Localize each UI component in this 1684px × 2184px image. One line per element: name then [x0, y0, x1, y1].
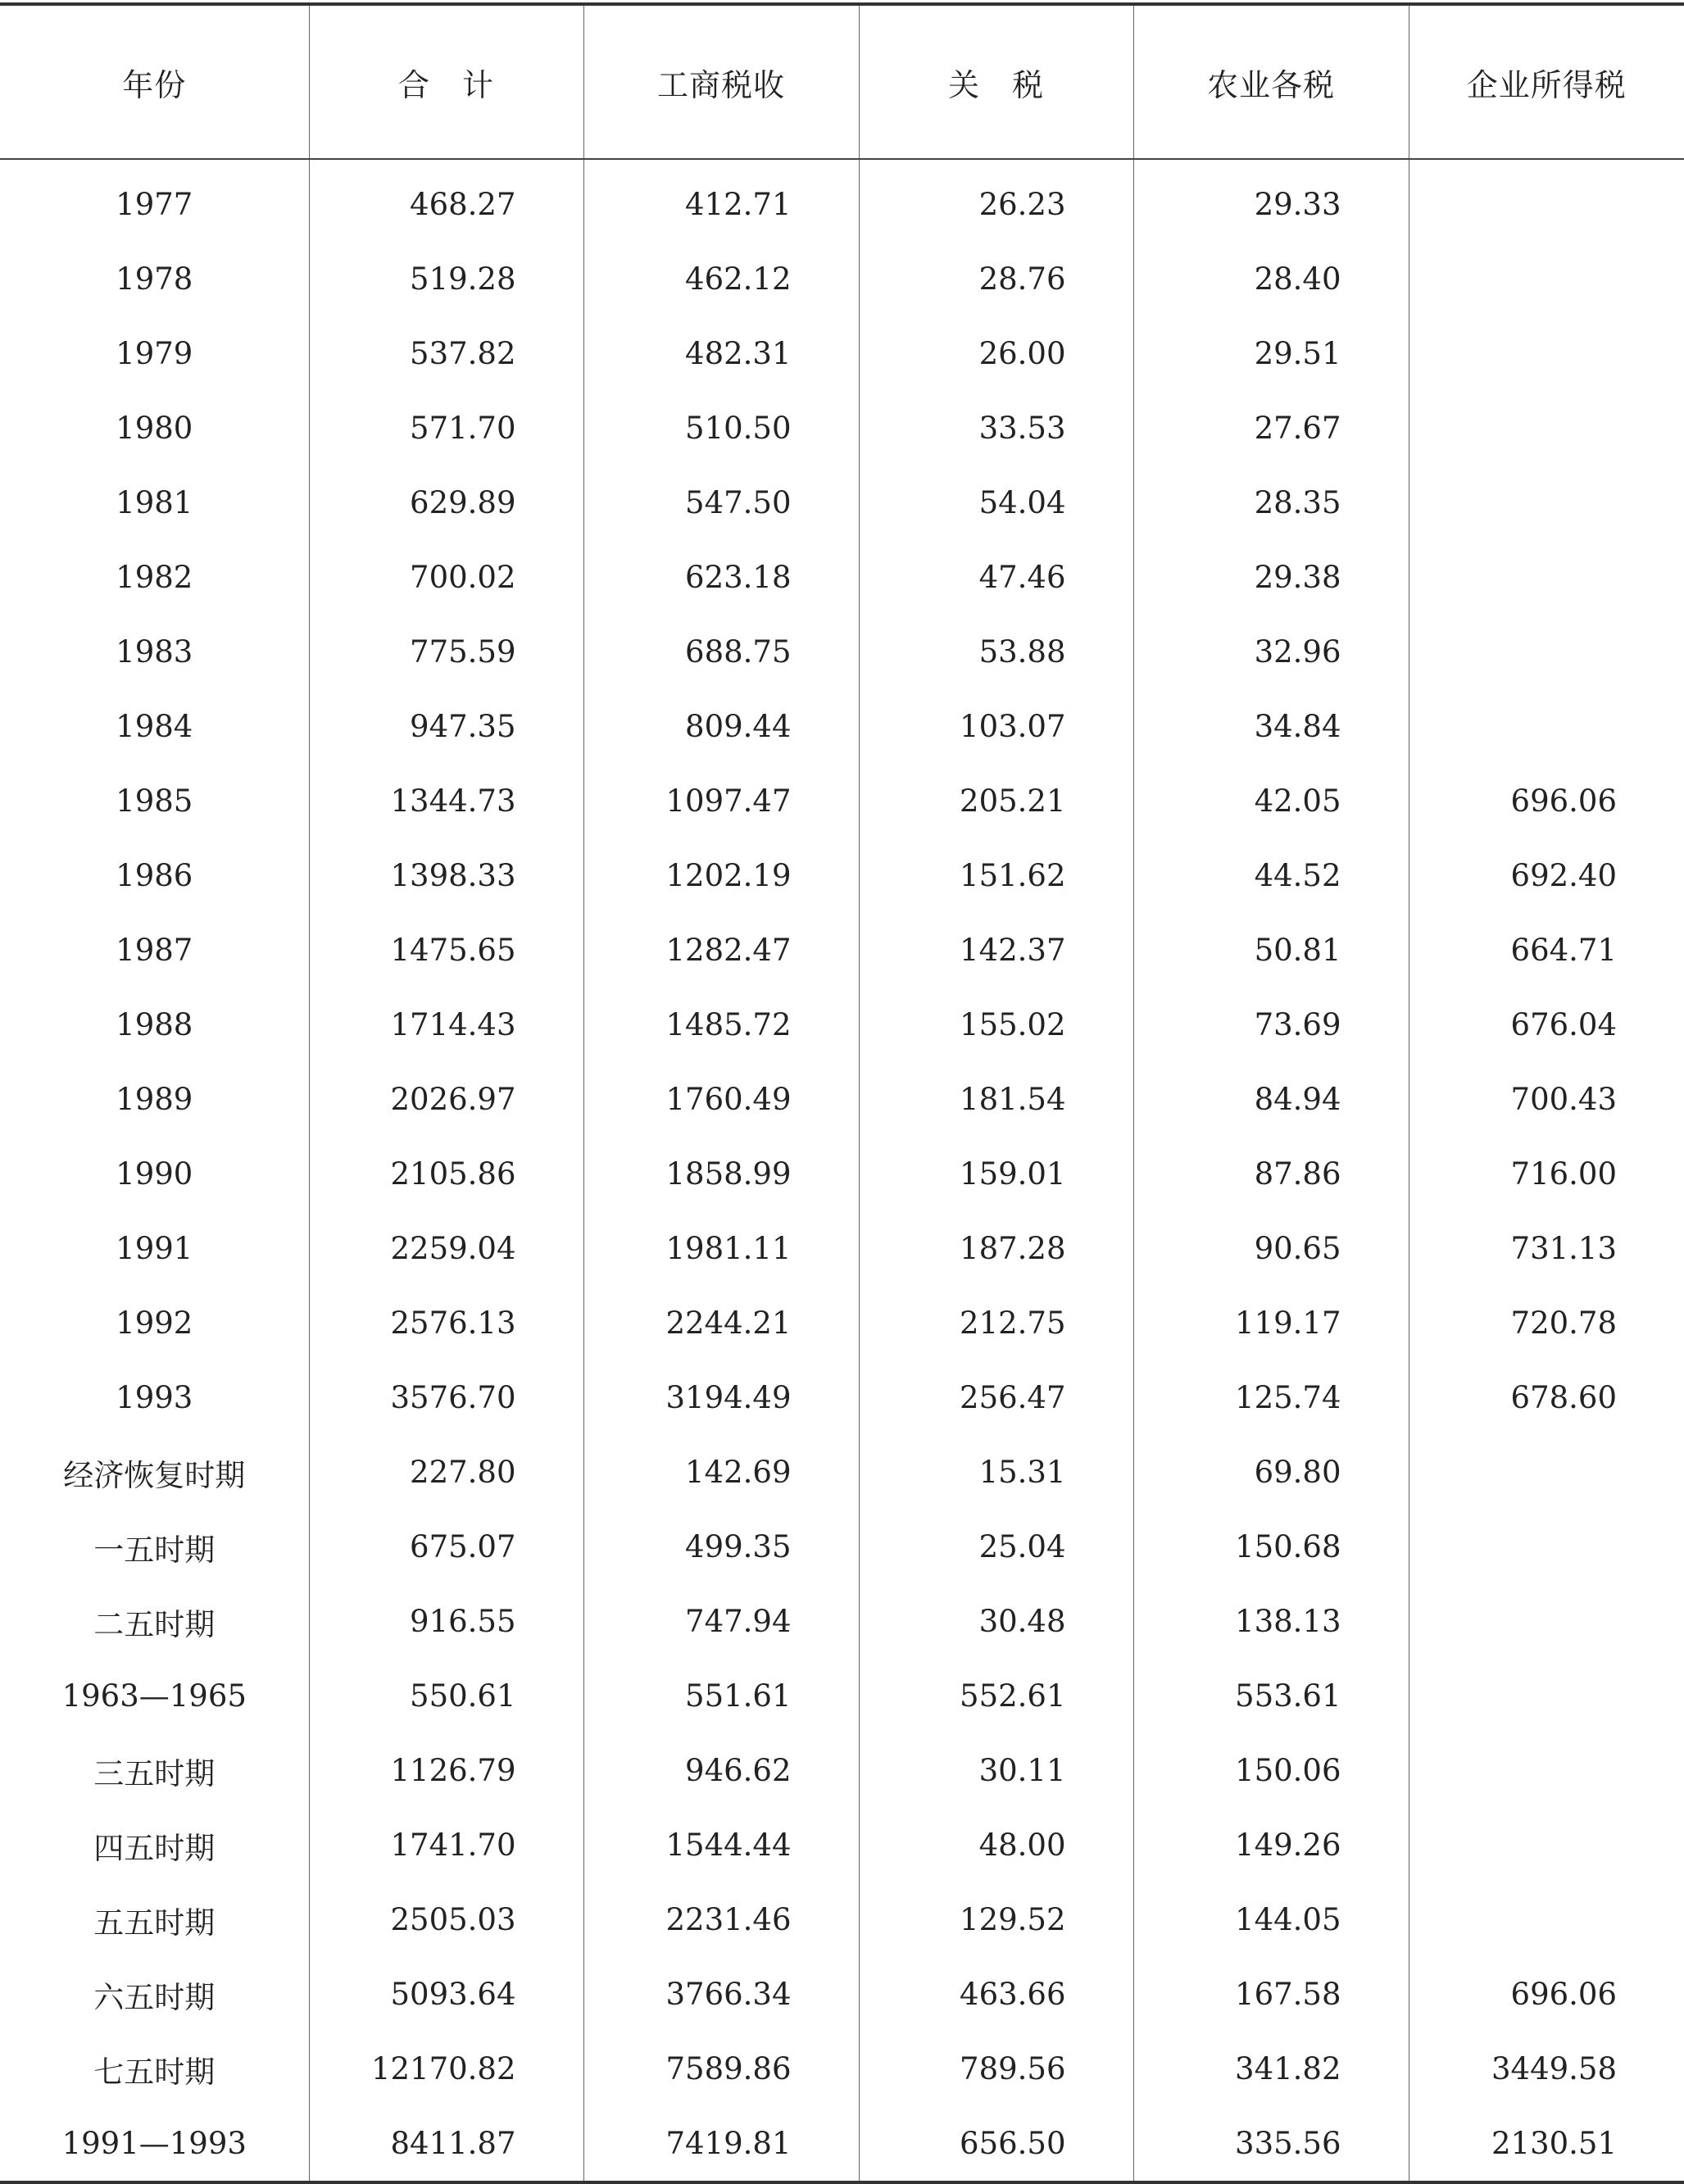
total-cell: 8411.87 — [309, 2106, 583, 2182]
enterprise-income-tax-cell — [1409, 391, 1684, 465]
agricultural-taxes-cell: 90.65 — [1133, 1211, 1409, 1286]
year-cell: 1978 — [116, 261, 193, 297]
year-cell: 1987 — [116, 933, 193, 968]
total-cell: 2105.86 — [309, 1137, 583, 1211]
total-cell: 519.28 — [309, 242, 583, 316]
enterprise-income-tax-cell: 720.78 — [1409, 1286, 1684, 1360]
enterprise-income-tax-cell — [1409, 1733, 1684, 1808]
enterprise-income-tax-cell — [1409, 1808, 1684, 1882]
industrial-commercial-tax-cell: 3194.49 — [583, 1360, 859, 1435]
total-cell: 1126.79 — [309, 1733, 583, 1808]
enterprise-income-tax-cell — [1409, 615, 1684, 689]
industrial-commercial-tax-cell: 499.35 — [583, 1510, 859, 1584]
year-cell: 经济恢复时期 — [63, 1457, 246, 1493]
enterprise-income-tax-cell: 692.40 — [1409, 838, 1684, 913]
enterprise-income-tax-cell — [1409, 1882, 1684, 1957]
agricultural-taxes-cell: 335.56 — [1133, 2106, 1409, 2182]
agricultural-taxes-cell: 125.74 — [1133, 1360, 1409, 1435]
customs-duty-cell: 103.07 — [859, 689, 1133, 764]
industrial-commercial-tax-cell: 2231.46 — [583, 1882, 859, 1957]
total-cell: 2026.97 — [309, 1062, 583, 1137]
enterprise-income-tax-cell: 700.43 — [1409, 1062, 1684, 1137]
header-year: 年份 — [0, 4, 309, 159]
agricultural-taxes-cell: 42.05 — [1133, 764, 1409, 838]
total-cell: 1714.43 — [309, 988, 583, 1062]
enterprise-income-tax-cell: 3449.58 — [1409, 2032, 1684, 2106]
customs-duty-cell: 30.11 — [859, 1733, 1133, 1808]
industrial-commercial-tax-cell: 462.12 — [583, 242, 859, 316]
industrial-commercial-tax-cell: 510.50 — [583, 391, 859, 465]
year-cell: 1979 — [116, 336, 193, 371]
total-cell: 775.59 — [309, 615, 583, 689]
total-cell: 1344.73 — [309, 764, 583, 838]
customs-duty-cell: 463.66 — [859, 1957, 1133, 2032]
enterprise-income-tax-cell — [1409, 242, 1684, 316]
table-row — [0, 615, 1684, 689]
enterprise-income-tax-cell — [1409, 316, 1684, 391]
table-header — [0, 4, 1684, 159]
customs-duty-cell: 789.56 — [859, 2032, 1133, 2106]
customs-duty-cell: 181.54 — [859, 1062, 1133, 1137]
header-row — [0, 4, 1684, 159]
industrial-commercial-tax-cell: 1202.19 — [583, 838, 859, 913]
customs-duty-cell: 47.46 — [859, 540, 1133, 615]
industrial-commercial-tax-cell: 412.71 — [583, 159, 859, 242]
table-row — [0, 1659, 1684, 1733]
table-row — [0, 1957, 1684, 2032]
agricultural-taxes-cell: 32.96 — [1133, 615, 1409, 689]
customs-duty-cell: 656.50 — [859, 2106, 1133, 2182]
enterprise-income-tax-cell — [1409, 1435, 1684, 1510]
year-cell: 1989 — [116, 1082, 193, 1117]
agricultural-taxes-cell: 69.80 — [1133, 1435, 1409, 1510]
total-cell: 3576.70 — [309, 1360, 583, 1435]
table-row — [0, 988, 1684, 1062]
agricultural-taxes-cell: 34.84 — [1133, 689, 1409, 764]
customs-duty-cell: 151.62 — [859, 838, 1133, 913]
table-row — [0, 1584, 1684, 1659]
industrial-commercial-tax-cell: 7419.81 — [583, 2106, 859, 2182]
year-cell: 1985 — [116, 783, 193, 819]
enterprise-income-tax-cell — [1409, 1510, 1684, 1584]
total-cell: 2505.03 — [309, 1882, 583, 1957]
total-cell: 675.07 — [309, 1510, 583, 1584]
header-customs-duty: 关 税 — [859, 4, 1133, 159]
total-cell: 468.27 — [309, 159, 583, 242]
agricultural-taxes-cell: 73.69 — [1133, 988, 1409, 1062]
industrial-commercial-tax-cell: 1760.49 — [583, 1062, 859, 1137]
industrial-commercial-tax-cell: 547.50 — [583, 465, 859, 540]
table-row — [0, 1286, 1684, 1360]
table-row — [0, 1882, 1684, 1957]
agricultural-taxes-cell: 149.26 — [1133, 1808, 1409, 1882]
customs-duty-cell: 33.53 — [859, 391, 1133, 465]
total-cell: 1475.65 — [309, 913, 583, 988]
year-cell: 1984 — [116, 709, 193, 744]
table-row — [0, 1808, 1684, 1882]
customs-duty-cell: 54.04 — [859, 465, 1133, 540]
total-cell: 571.70 — [309, 391, 583, 465]
year-cell: 四五时期 — [93, 1830, 216, 1866]
enterprise-income-tax-cell: 731.13 — [1409, 1211, 1684, 1286]
year-cell: 一五时期 — [93, 1532, 216, 1568]
agricultural-taxes-cell: 28.35 — [1133, 465, 1409, 540]
table-row — [0, 2106, 1684, 2182]
year-cell: 1991 — [116, 1231, 193, 1266]
agricultural-taxes-cell: 167.58 — [1133, 1957, 1409, 2032]
table-row — [0, 913, 1684, 988]
agricultural-taxes-cell: 29.33 — [1133, 159, 1409, 242]
customs-duty-cell: 15.31 — [859, 1435, 1133, 1510]
year-cell: 七五时期 — [93, 2054, 216, 2090]
year-cell: 1963—1965 — [61, 1678, 247, 1714]
enterprise-income-tax-cell — [1409, 1659, 1684, 1733]
customs-duty-cell: 187.28 — [859, 1211, 1133, 1286]
agricultural-taxes-cell: 119.17 — [1133, 1286, 1409, 1360]
industrial-commercial-tax-cell: 482.31 — [583, 316, 859, 391]
table-body — [0, 159, 1684, 2182]
table-row — [0, 689, 1684, 764]
customs-duty-cell: 129.52 — [859, 1882, 1133, 1957]
industrial-commercial-tax-cell: 1981.11 — [583, 1211, 859, 1286]
year-cell: 六五时期 — [93, 1979, 216, 2015]
year-cell: 三五时期 — [93, 1755, 216, 1791]
agricultural-taxes-cell: 84.94 — [1133, 1062, 1409, 1137]
year-cell: 五五时期 — [93, 1905, 216, 1941]
customs-duty-cell: 212.75 — [859, 1286, 1133, 1360]
total-cell: 916.55 — [309, 1584, 583, 1659]
customs-duty-cell: 25.04 — [859, 1510, 1133, 1584]
total-cell: 947.35 — [309, 689, 583, 764]
agricultural-taxes-cell: 144.05 — [1133, 1882, 1409, 1957]
customs-duty-cell: 256.47 — [859, 1360, 1133, 1435]
year-cell: 1981 — [116, 485, 193, 520]
customs-duty-cell: 30.48 — [859, 1584, 1133, 1659]
customs-duty-cell: 155.02 — [859, 988, 1133, 1062]
industrial-commercial-tax-cell: 1097.47 — [583, 764, 859, 838]
enterprise-income-tax-cell — [1409, 689, 1684, 764]
total-cell: 1741.70 — [309, 1808, 583, 1882]
industrial-commercial-tax-cell: 1544.44 — [583, 1808, 859, 1882]
header-enterprise-income-tax: 企业所得税 — [1409, 4, 1684, 159]
table-row — [0, 465, 1684, 540]
table-row — [0, 1137, 1684, 1211]
agricultural-taxes-cell: 28.40 — [1133, 242, 1409, 316]
enterprise-income-tax-cell — [1409, 1584, 1684, 1659]
table-row — [0, 1510, 1684, 1584]
industrial-commercial-tax-cell: 142.69 — [583, 1435, 859, 1510]
table-row — [0, 838, 1684, 913]
total-cell: 12170.82 — [309, 2032, 583, 2106]
total-cell: 2576.13 — [309, 1286, 583, 1360]
tax-revenue-table — [0, 2, 1684, 2184]
year-cell: 1983 — [116, 634, 193, 670]
year-cell: 1988 — [116, 1007, 193, 1042]
table-row — [0, 1733, 1684, 1808]
table-row — [0, 391, 1684, 465]
customs-duty-cell: 26.00 — [859, 316, 1133, 391]
agricultural-taxes-cell: 138.13 — [1133, 1584, 1409, 1659]
industrial-commercial-tax-cell: 623.18 — [583, 540, 859, 615]
customs-duty-cell: 26.23 — [859, 159, 1133, 242]
table-row — [0, 1211, 1684, 1286]
table-row — [0, 316, 1684, 391]
agricultural-taxes-cell: 553.61 — [1133, 1659, 1409, 1733]
agricultural-taxes-cell: 29.51 — [1133, 316, 1409, 391]
enterprise-income-tax-cell: 2130.51 — [1409, 2106, 1684, 2182]
total-cell: 537.82 — [309, 316, 583, 391]
enterprise-income-tax-cell: 676.04 — [1409, 988, 1684, 1062]
table-row — [0, 1062, 1684, 1137]
total-cell: 550.61 — [309, 1659, 583, 1733]
table-row — [0, 540, 1684, 615]
table-row — [0, 764, 1684, 838]
customs-duty-cell: 159.01 — [859, 1137, 1133, 1211]
industrial-commercial-tax-cell: 551.61 — [583, 1659, 859, 1733]
agricultural-taxes-cell: 341.82 — [1133, 2032, 1409, 2106]
customs-duty-cell: 552.61 — [859, 1659, 1133, 1733]
year-cell: 1990 — [116, 1156, 193, 1192]
year-cell: 1992 — [116, 1305, 193, 1341]
enterprise-income-tax-cell: 664.71 — [1409, 913, 1684, 988]
total-cell: 1398.33 — [309, 838, 583, 913]
table-row — [0, 1435, 1684, 1510]
year-cell: 1980 — [116, 411, 193, 446]
enterprise-income-tax-cell — [1409, 540, 1684, 615]
header-total: 合 计 — [309, 4, 583, 159]
agricultural-taxes-cell: 150.68 — [1133, 1510, 1409, 1584]
enterprise-income-tax-cell — [1409, 159, 1684, 242]
industrial-commercial-tax-cell: 1282.47 — [583, 913, 859, 988]
enterprise-income-tax-cell — [1409, 465, 1684, 540]
customs-duty-cell: 142.37 — [859, 913, 1133, 988]
industrial-commercial-tax-cell: 747.94 — [583, 1584, 859, 1659]
enterprise-income-tax-cell: 696.06 — [1409, 1957, 1684, 2032]
enterprise-income-tax-cell: 716.00 — [1409, 1137, 1684, 1211]
agricultural-taxes-cell: 44.52 — [1133, 838, 1409, 913]
total-cell: 2259.04 — [309, 1211, 583, 1286]
total-cell: 700.02 — [309, 540, 583, 615]
total-cell: 227.80 — [309, 1435, 583, 1510]
year-cell: 1986 — [116, 858, 193, 893]
industrial-commercial-tax-cell: 2244.21 — [583, 1286, 859, 1360]
industrial-commercial-tax-cell: 3766.34 — [583, 1957, 859, 2032]
industrial-commercial-tax-cell: 1858.99 — [583, 1137, 859, 1211]
total-cell: 629.89 — [309, 465, 583, 540]
year-cell: 1993 — [116, 1380, 193, 1415]
customs-duty-cell: 205.21 — [859, 764, 1133, 838]
table-row — [0, 2032, 1684, 2106]
industrial-commercial-tax-cell: 7589.86 — [583, 2032, 859, 2106]
industrial-commercial-tax-cell: 688.75 — [583, 615, 859, 689]
industrial-commercial-tax-cell: 946.62 — [583, 1733, 859, 1808]
industrial-commercial-tax-cell: 809.44 — [583, 689, 859, 764]
table-row — [0, 1360, 1684, 1435]
agricultural-taxes-cell: 29.38 — [1133, 540, 1409, 615]
industrial-commercial-tax-cell: 1485.72 — [583, 988, 859, 1062]
table-row — [0, 242, 1684, 316]
year-cell: 1977 — [116, 186, 193, 222]
customs-duty-cell: 28.76 — [859, 242, 1133, 316]
enterprise-income-tax-cell: 696.06 — [1409, 764, 1684, 838]
agricultural-taxes-cell: 150.06 — [1133, 1733, 1409, 1808]
year-cell: 1982 — [116, 560, 193, 595]
agricultural-taxes-cell: 87.86 — [1133, 1137, 1409, 1211]
header-agricultural-taxes: 农业各税 — [1133, 4, 1409, 159]
year-cell: 二五时期 — [93, 1606, 216, 1642]
enterprise-income-tax-cell: 678.60 — [1409, 1360, 1684, 1435]
total-cell: 5093.64 — [309, 1957, 583, 2032]
table-row — [0, 159, 1684, 242]
header-industrial-commercial-tax: 工商税收 — [583, 4, 859, 159]
year-cell: 1991—1993 — [61, 2126, 247, 2161]
agricultural-taxes-cell: 27.67 — [1133, 391, 1409, 465]
customs-duty-cell: 53.88 — [859, 615, 1133, 689]
agricultural-taxes-cell: 50.81 — [1133, 913, 1409, 988]
customs-duty-cell: 48.00 — [859, 1808, 1133, 1882]
